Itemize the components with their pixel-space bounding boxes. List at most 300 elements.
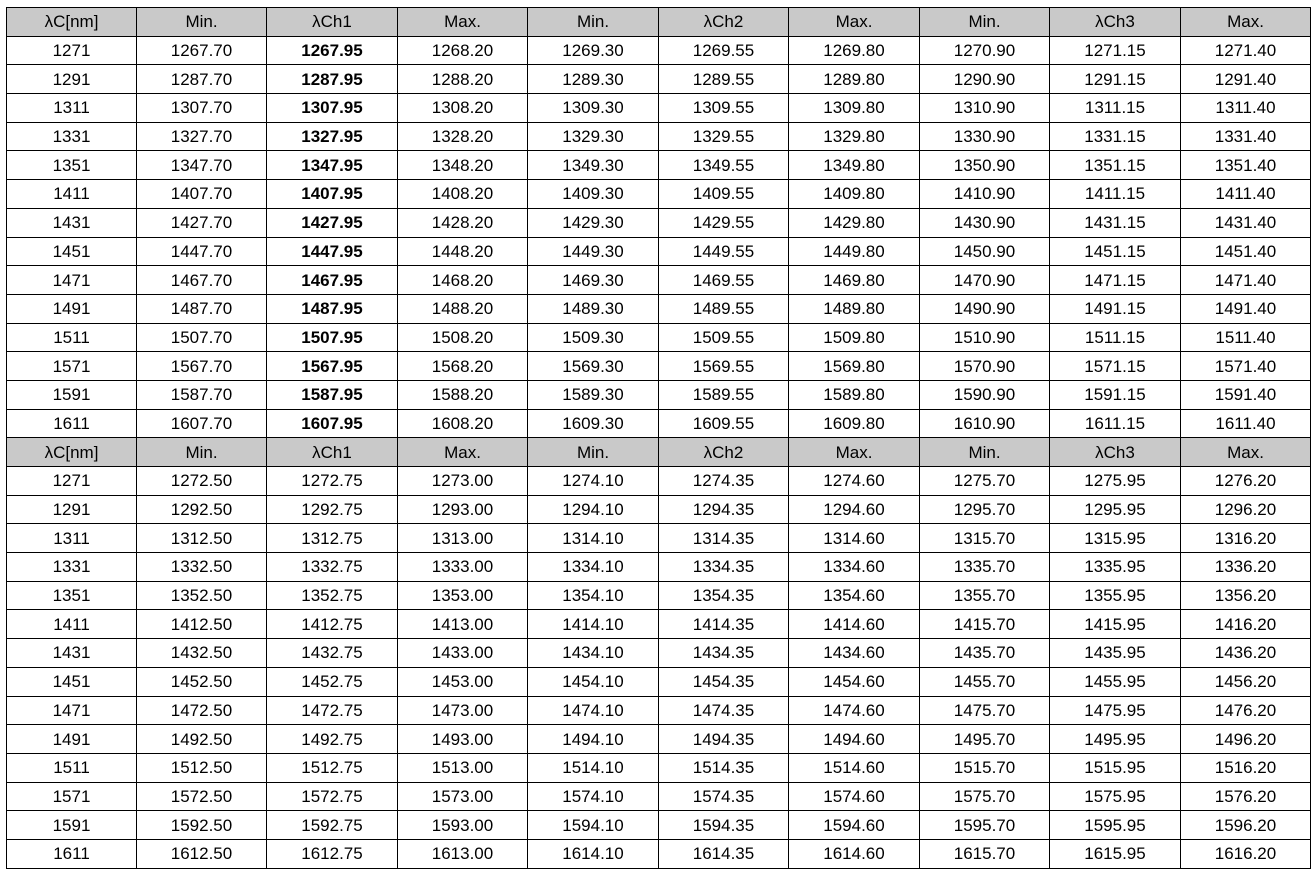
table-cell: 1294.10: [528, 495, 659, 524]
table-cell: 1294.35: [659, 495, 789, 524]
table-row: [7, 639, 1311, 668]
table-cell: 1327.95: [267, 122, 398, 151]
table-cell: 1309.80: [789, 94, 920, 123]
table-cell: 1473.00: [398, 696, 528, 725]
column-header: Min.: [920, 8, 1050, 37]
table-cell: 1314.10: [528, 524, 659, 553]
table-row: [7, 610, 1311, 639]
table-cell: 1268.20: [398, 36, 528, 65]
table-cell: 1276.20: [1181, 467, 1311, 496]
table-cell: 1513.00: [398, 753, 528, 782]
table-cell: 1474.10: [528, 696, 659, 725]
table-cell: 1309.55: [659, 94, 789, 123]
table-cell: 1307.95: [267, 94, 398, 123]
table-cell: 1414.10: [528, 610, 659, 639]
center-wavelength-cell: 1291: [7, 495, 137, 524]
table-cell: 1291.40: [1181, 65, 1311, 94]
table-row: [7, 811, 1311, 840]
table-cell: 1595.95: [1050, 811, 1181, 840]
table-cell: 1493.00: [398, 725, 528, 754]
table-cell: 1610.90: [920, 409, 1050, 438]
table-cell: 1272.75: [267, 467, 398, 496]
table-cell: 1347.70: [137, 151, 267, 180]
table-cell: 1349.55: [659, 151, 789, 180]
table-cell: 1455.95: [1050, 667, 1181, 696]
table-cell: 1512.75: [267, 753, 398, 782]
table-cell: 1331.40: [1181, 122, 1311, 151]
table-cell: 1472.50: [137, 696, 267, 725]
table-cell: 1575.95: [1050, 782, 1181, 811]
header-row: [7, 8, 1311, 37]
table-cell: 1408.20: [398, 180, 528, 209]
table-cell: 1607.70: [137, 409, 267, 438]
table-cell: 1515.70: [920, 753, 1050, 782]
table-cell: 1295.95: [1050, 495, 1181, 524]
table-cell: 1449.80: [789, 237, 920, 266]
table-cell: 1271.15: [1050, 36, 1181, 65]
table-row: [7, 122, 1311, 151]
table-cell: 1574.60: [789, 782, 920, 811]
table-cell: 1290.90: [920, 65, 1050, 94]
table-cell: 1449.55: [659, 237, 789, 266]
table-cell: 1451.40: [1181, 237, 1311, 266]
table-cell: 1315.95: [1050, 524, 1181, 553]
table-cell: 1569.55: [659, 352, 789, 381]
table-row: [7, 782, 1311, 811]
table-cell: 1615.70: [920, 839, 1050, 868]
table-cell: 1607.95: [267, 409, 398, 438]
column-header: λCh2: [659, 8, 789, 37]
table-cell: 1468.20: [398, 266, 528, 295]
table-cell: 1509.30: [528, 323, 659, 352]
table-cell: 1587.95: [267, 380, 398, 409]
table-cell: 1514.10: [528, 753, 659, 782]
table-row: [7, 667, 1311, 696]
table-cell: 1589.80: [789, 380, 920, 409]
table-cell: 1572.50: [137, 782, 267, 811]
table-cell: 1595.70: [920, 811, 1050, 840]
table-cell: 1470.90: [920, 266, 1050, 295]
table-cell: 1454.35: [659, 667, 789, 696]
table-cell: 1432.75: [267, 639, 398, 668]
table-cell: 1510.90: [920, 323, 1050, 352]
table-cell: 1474.35: [659, 696, 789, 725]
table-cell: 1613.00: [398, 839, 528, 868]
table-row: [7, 753, 1311, 782]
table-cell: 1348.20: [398, 151, 528, 180]
table-cell: 1612.75: [267, 839, 398, 868]
table-cell: 1467.70: [137, 266, 267, 295]
table-cell: 1591.15: [1050, 380, 1181, 409]
table-cell: 1491.40: [1181, 294, 1311, 323]
table-cell: 1587.70: [137, 380, 267, 409]
table-cell: 1428.20: [398, 208, 528, 237]
table-cell: 1352.50: [137, 581, 267, 610]
center-wavelength-cell: 1471: [7, 696, 137, 725]
table-cell: 1476.20: [1181, 696, 1311, 725]
table-cell: 1351.15: [1050, 151, 1181, 180]
table-cell: 1353.00: [398, 581, 528, 610]
table-cell: 1416.20: [1181, 610, 1311, 639]
table-cell: 1350.90: [920, 151, 1050, 180]
table-cell: 1331.15: [1050, 122, 1181, 151]
table-cell: 1469.55: [659, 266, 789, 295]
center-wavelength-cell: 1491: [7, 294, 137, 323]
table-cell: 1614.60: [789, 839, 920, 868]
table-row: [7, 208, 1311, 237]
table-cell: 1511.40: [1181, 323, 1311, 352]
center-wavelength-cell: 1451: [7, 237, 137, 266]
table-cell: 1571.15: [1050, 352, 1181, 381]
table-cell: 1596.20: [1181, 811, 1311, 840]
table-cell: 1429.30: [528, 208, 659, 237]
table-cell: 1427.95: [267, 208, 398, 237]
table-cell: 1491.15: [1050, 294, 1181, 323]
table-cell: 1352.75: [267, 581, 398, 610]
table-row: [7, 352, 1311, 381]
table-cell: 1574.35: [659, 782, 789, 811]
table-cell: 1308.20: [398, 94, 528, 123]
table-cell: 1409.30: [528, 180, 659, 209]
table-cell: 1571.40: [1181, 352, 1311, 381]
table-cell: 1494.35: [659, 725, 789, 754]
table-row: [7, 380, 1311, 409]
table-cell: 1414.35: [659, 610, 789, 639]
table-cell: 1472.75: [267, 696, 398, 725]
table-cell: 1355.70: [920, 581, 1050, 610]
table-cell: 1269.30: [528, 36, 659, 65]
table-cell: 1471.15: [1050, 266, 1181, 295]
table-cell: 1407.95: [267, 180, 398, 209]
table-cell: 1567.70: [137, 352, 267, 381]
table-cell: 1328.20: [398, 122, 528, 151]
table-cell: 1274.35: [659, 467, 789, 496]
center-wavelength-cell: 1431: [7, 639, 137, 668]
column-header: λCh1: [267, 438, 398, 467]
table-cell: 1469.80: [789, 266, 920, 295]
table-cell: 1489.30: [528, 294, 659, 323]
table-cell: 1351.40: [1181, 151, 1311, 180]
table-cell: 1612.50: [137, 839, 267, 868]
table-row: [7, 151, 1311, 180]
table-cell: 1274.10: [528, 467, 659, 496]
table-cell: 1332.50: [137, 553, 267, 582]
table-cell: 1452.50: [137, 667, 267, 696]
table-cell: 1433.00: [398, 639, 528, 668]
center-wavelength-cell: 1511: [7, 753, 137, 782]
table-cell: 1488.20: [398, 294, 528, 323]
table-cell: 1312.50: [137, 524, 267, 553]
table-cell: 1432.50: [137, 639, 267, 668]
table-cell: 1590.90: [920, 380, 1050, 409]
table-cell: 1588.20: [398, 380, 528, 409]
table-cell: 1592.50: [137, 811, 267, 840]
table-cell: 1411.40: [1181, 180, 1311, 209]
table-cell: 1333.00: [398, 553, 528, 582]
table-cell: 1355.95: [1050, 581, 1181, 610]
table-cell: 1329.30: [528, 122, 659, 151]
table-cell: 1314.35: [659, 524, 789, 553]
table-cell: 1309.30: [528, 94, 659, 123]
table-cell: 1336.20: [1181, 553, 1311, 582]
table-cell: 1615.95: [1050, 839, 1181, 868]
table-cell: 1568.20: [398, 352, 528, 381]
table-cell: 1589.55: [659, 380, 789, 409]
table-cell: 1569.30: [528, 352, 659, 381]
table-cell: 1329.55: [659, 122, 789, 151]
table-cell: 1407.70: [137, 180, 267, 209]
table-cell: 1335.70: [920, 553, 1050, 582]
table-cell: 1507.95: [267, 323, 398, 352]
center-wavelength-cell: 1351: [7, 151, 137, 180]
table-cell: 1576.20: [1181, 782, 1311, 811]
center-wavelength-cell: 1311: [7, 94, 137, 123]
table-cell: 1274.60: [789, 467, 920, 496]
center-wavelength-cell: 1491: [7, 725, 137, 754]
table-cell: 1489.55: [659, 294, 789, 323]
center-wavelength-cell: 1611: [7, 839, 137, 868]
table-cell: 1287.70: [137, 65, 267, 94]
table-cell: 1490.90: [920, 294, 1050, 323]
table-cell: 1454.10: [528, 667, 659, 696]
table-cell: 1409.80: [789, 180, 920, 209]
table-cell: 1431.15: [1050, 208, 1181, 237]
table-cell: 1430.90: [920, 208, 1050, 237]
table-cell: 1569.80: [789, 352, 920, 381]
table-cell: 1356.20: [1181, 581, 1311, 610]
table-cell: 1469.30: [528, 266, 659, 295]
table-cell: 1509.80: [789, 323, 920, 352]
table-cell: 1573.00: [398, 782, 528, 811]
table-cell: 1294.60: [789, 495, 920, 524]
table-cell: 1492.50: [137, 725, 267, 754]
table-cell: 1267.70: [137, 36, 267, 65]
table-cell: 1312.75: [267, 524, 398, 553]
table-cell: 1496.20: [1181, 725, 1311, 754]
table-cell: 1311.40: [1181, 94, 1311, 123]
table-row: [7, 180, 1311, 209]
table-cell: 1412.75: [267, 610, 398, 639]
table-cell: 1567.95: [267, 352, 398, 381]
center-wavelength-cell: 1591: [7, 380, 137, 409]
table-cell: 1447.95: [267, 237, 398, 266]
column-header: Max.: [1181, 438, 1311, 467]
table-cell: 1273.00: [398, 467, 528, 496]
center-wavelength-cell: 1331: [7, 122, 137, 151]
center-wavelength-cell: 1331: [7, 553, 137, 582]
table-cell: 1570.90: [920, 352, 1050, 381]
table-cell: 1289.30: [528, 65, 659, 94]
table-cell: 1594.10: [528, 811, 659, 840]
table-cell: 1471.40: [1181, 266, 1311, 295]
table-cell: 1494.10: [528, 725, 659, 754]
table-cell: 1455.70: [920, 667, 1050, 696]
table-cell: 1434.60: [789, 639, 920, 668]
table-cell: 1508.20: [398, 323, 528, 352]
table-cell: 1314.60: [789, 524, 920, 553]
column-header: Min.: [528, 8, 659, 37]
column-header: λCh3: [1050, 8, 1181, 37]
table-cell: 1429.55: [659, 208, 789, 237]
table-cell: 1335.95: [1050, 553, 1181, 582]
table-cell: 1269.80: [789, 36, 920, 65]
table-cell: 1275.95: [1050, 467, 1181, 496]
table-cell: 1487.95: [267, 294, 398, 323]
center-wavelength-cell: 1511: [7, 323, 137, 352]
table-cell: 1591.40: [1181, 380, 1311, 409]
table-cell: 1296.20: [1181, 495, 1311, 524]
table-cell: 1611.15: [1050, 409, 1181, 438]
table-cell: 1327.70: [137, 122, 267, 151]
table-cell: 1592.75: [267, 811, 398, 840]
center-wavelength-cell: 1571: [7, 352, 137, 381]
table-cell: 1431.40: [1181, 208, 1311, 237]
center-wavelength-cell: 1311: [7, 524, 137, 553]
center-wavelength-cell: 1471: [7, 266, 137, 295]
table-row: [7, 409, 1311, 438]
table-cell: 1450.90: [920, 237, 1050, 266]
table-cell: 1435.70: [920, 639, 1050, 668]
table-cell: 1354.60: [789, 581, 920, 610]
table-cell: 1316.20: [1181, 524, 1311, 553]
column-header: Min.: [137, 438, 267, 467]
table-cell: 1611.40: [1181, 409, 1311, 438]
table-row: [7, 94, 1311, 123]
table-cell: 1512.50: [137, 753, 267, 782]
column-header: λC[nm]: [7, 438, 137, 467]
column-header: λCh2: [659, 438, 789, 467]
table-row: [7, 467, 1311, 496]
table-cell: 1593.00: [398, 811, 528, 840]
center-wavelength-cell: 1271: [7, 467, 137, 496]
center-wavelength-cell: 1571: [7, 782, 137, 811]
table-cell: 1474.60: [789, 696, 920, 725]
table-cell: 1492.75: [267, 725, 398, 754]
column-header: Max.: [398, 438, 528, 467]
table-cell: 1330.90: [920, 122, 1050, 151]
table-cell: 1494.60: [789, 725, 920, 754]
table-cell: 1311.15: [1050, 94, 1181, 123]
table-cell: 1269.55: [659, 36, 789, 65]
table-cell: 1447.70: [137, 237, 267, 266]
table-cell: 1453.00: [398, 667, 528, 696]
wavelength-channel-table: [6, 7, 1311, 869]
table-cell: 1429.80: [789, 208, 920, 237]
table-cell: 1271.40: [1181, 36, 1311, 65]
center-wavelength-cell: 1271: [7, 36, 137, 65]
table-cell: 1507.70: [137, 323, 267, 352]
table-cell: 1415.95: [1050, 610, 1181, 639]
center-wavelength-cell: 1291: [7, 65, 137, 94]
table-cell: 1275.70: [920, 467, 1050, 496]
table-row: [7, 553, 1311, 582]
table-cell: 1310.90: [920, 94, 1050, 123]
table-cell: 1449.30: [528, 237, 659, 266]
table-cell: 1436.20: [1181, 639, 1311, 668]
table-cell: 1295.70: [920, 495, 1050, 524]
table-row: [7, 65, 1311, 94]
table-cell: 1332.75: [267, 553, 398, 582]
table-row: [7, 524, 1311, 553]
table-cell: 1313.00: [398, 524, 528, 553]
table-cell: 1292.50: [137, 495, 267, 524]
table-cell: 1349.30: [528, 151, 659, 180]
table-cell: 1594.60: [789, 811, 920, 840]
center-wavelength-cell: 1451: [7, 667, 137, 696]
table-cell: 1609.55: [659, 409, 789, 438]
table-cell: 1334.10: [528, 553, 659, 582]
center-wavelength-cell: 1611: [7, 409, 137, 438]
table-cell: 1315.70: [920, 524, 1050, 553]
table-cell: 1288.20: [398, 65, 528, 94]
table-cell: 1609.80: [789, 409, 920, 438]
column-header: Min.: [920, 438, 1050, 467]
center-wavelength-cell: 1411: [7, 610, 137, 639]
table-cell: 1412.50: [137, 610, 267, 639]
column-header: λCh3: [1050, 438, 1181, 467]
table-cell: 1409.55: [659, 180, 789, 209]
table-cell: 1434.35: [659, 639, 789, 668]
table-cell: 1514.60: [789, 753, 920, 782]
center-wavelength-cell: 1431: [7, 208, 137, 237]
column-header: Max.: [1181, 8, 1311, 37]
table-cell: 1448.20: [398, 237, 528, 266]
table-cell: 1572.75: [267, 782, 398, 811]
table-cell: 1292.75: [267, 495, 398, 524]
header-row: [7, 438, 1311, 467]
table-cell: 1434.10: [528, 639, 659, 668]
table-row: [7, 36, 1311, 65]
table-cell: 1574.10: [528, 782, 659, 811]
table-cell: 1427.70: [137, 208, 267, 237]
table-cell: 1589.30: [528, 380, 659, 409]
table-cell: 1516.20: [1181, 753, 1311, 782]
table-cell: 1267.95: [267, 36, 398, 65]
column-header: Max.: [398, 8, 528, 37]
table-cell: 1334.35: [659, 553, 789, 582]
column-header: λC[nm]: [7, 8, 137, 37]
table-cell: 1495.70: [920, 725, 1050, 754]
table-cell: 1495.95: [1050, 725, 1181, 754]
table-cell: 1609.30: [528, 409, 659, 438]
table-cell: 1414.60: [789, 610, 920, 639]
table-cell: 1616.20: [1181, 839, 1311, 868]
table-cell: 1514.35: [659, 753, 789, 782]
table-cell: 1594.35: [659, 811, 789, 840]
table-cell: 1354.35: [659, 581, 789, 610]
table-row: [7, 237, 1311, 266]
table-row: [7, 294, 1311, 323]
table-row: [7, 581, 1311, 610]
table-cell: 1293.00: [398, 495, 528, 524]
table-cell: 1272.50: [137, 467, 267, 496]
table-cell: 1511.15: [1050, 323, 1181, 352]
table-cell: 1413.00: [398, 610, 528, 639]
table-cell: 1435.95: [1050, 639, 1181, 668]
table-row: [7, 839, 1311, 868]
table-cell: 1515.95: [1050, 753, 1181, 782]
table-cell: 1454.60: [789, 667, 920, 696]
table-cell: 1467.95: [267, 266, 398, 295]
table-row: [7, 495, 1311, 524]
center-wavelength-cell: 1411: [7, 180, 137, 209]
table-cell: 1334.60: [789, 553, 920, 582]
table-row: [7, 696, 1311, 725]
table-cell: 1287.95: [267, 65, 398, 94]
table-cell: 1475.95: [1050, 696, 1181, 725]
table-cell: 1289.55: [659, 65, 789, 94]
table-cell: 1452.75: [267, 667, 398, 696]
